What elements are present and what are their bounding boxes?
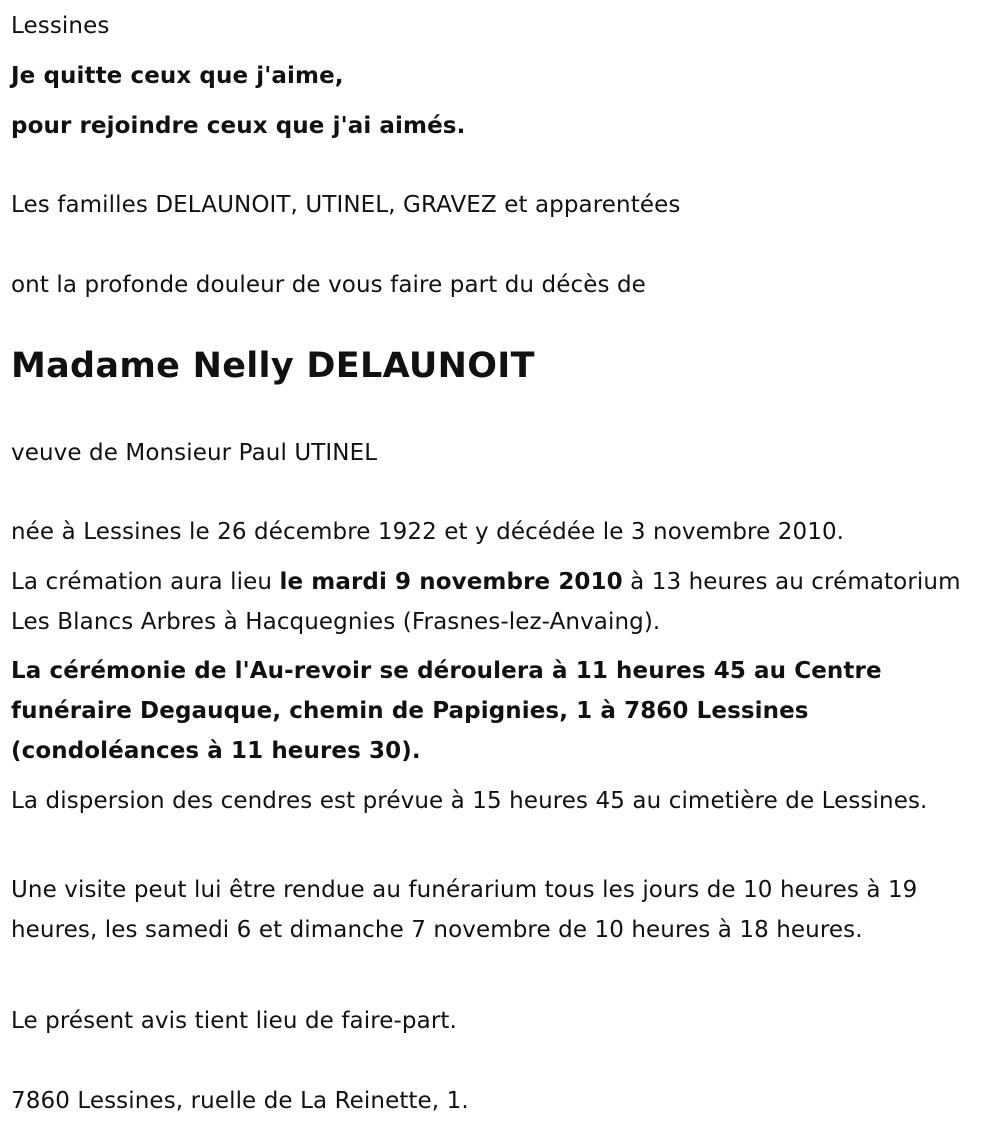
cremation-paragraph (11, 562, 991, 642)
location-header: Lessines (11, 13, 110, 39)
dispersion-paragraph: La dispersion des cendres est prévue à 15 heures 45 au cimetière de Lessines. (11, 788, 928, 814)
quote-line-2: pour rejoindre ceux que j'ai aimés. (11, 113, 466, 139)
announcement-line: ont la profonde douleur de vous faire part du décès de (11, 272, 646, 298)
visit-paragraph: Une visite peut lui être rendue au funérarium tous les jours de 10 heures à 19 heures, les samedi 6 et dimanche 7 novembre de 10 heures à 18 heures. (11, 877, 918, 943)
deceased-name: Madame Nelly DELAUNOIT (11, 346, 535, 386)
spouse-line: veuve de Monsieur Paul UTINEL (11, 440, 378, 466)
notice-statement: Le présent avis tient lieu de faire-part. (11, 1008, 457, 1034)
ceremony-line-1: La cérémonie de l'Au-revoir se déroulera à 11 heures 45 au Centre (11, 658, 882, 684)
cremation-date: le mardi 9 novembre 2010 (279, 569, 623, 595)
cremation-suffix: à 13 heures au crématorium Les Blancs Arbres à Hacquegnies (Frasnes-lez-Anvaing). (11, 569, 961, 635)
cremation-prefix: La crémation aura lieu (11, 569, 280, 595)
ceremony-line-2: funéraire Degauque, chemin de Papignies, 1 à 7860 Lessines (11, 698, 809, 724)
ceremony-line-3: (condoléances à 11 heures 30). (11, 738, 421, 764)
address-line: 7860 Lessines, ruelle de La Reinette, 1. (11, 1088, 469, 1114)
families-line: Les familles DELAUNOIT, UTINEL, GRAVEZ et apparentées (11, 192, 681, 218)
birth-death-line: née à Lessines le 26 décembre 1922 et y décédée le 3 novembre 2010. (11, 519, 845, 545)
quote-line-1: Je quitte ceux que j'aime, (11, 63, 344, 89)
